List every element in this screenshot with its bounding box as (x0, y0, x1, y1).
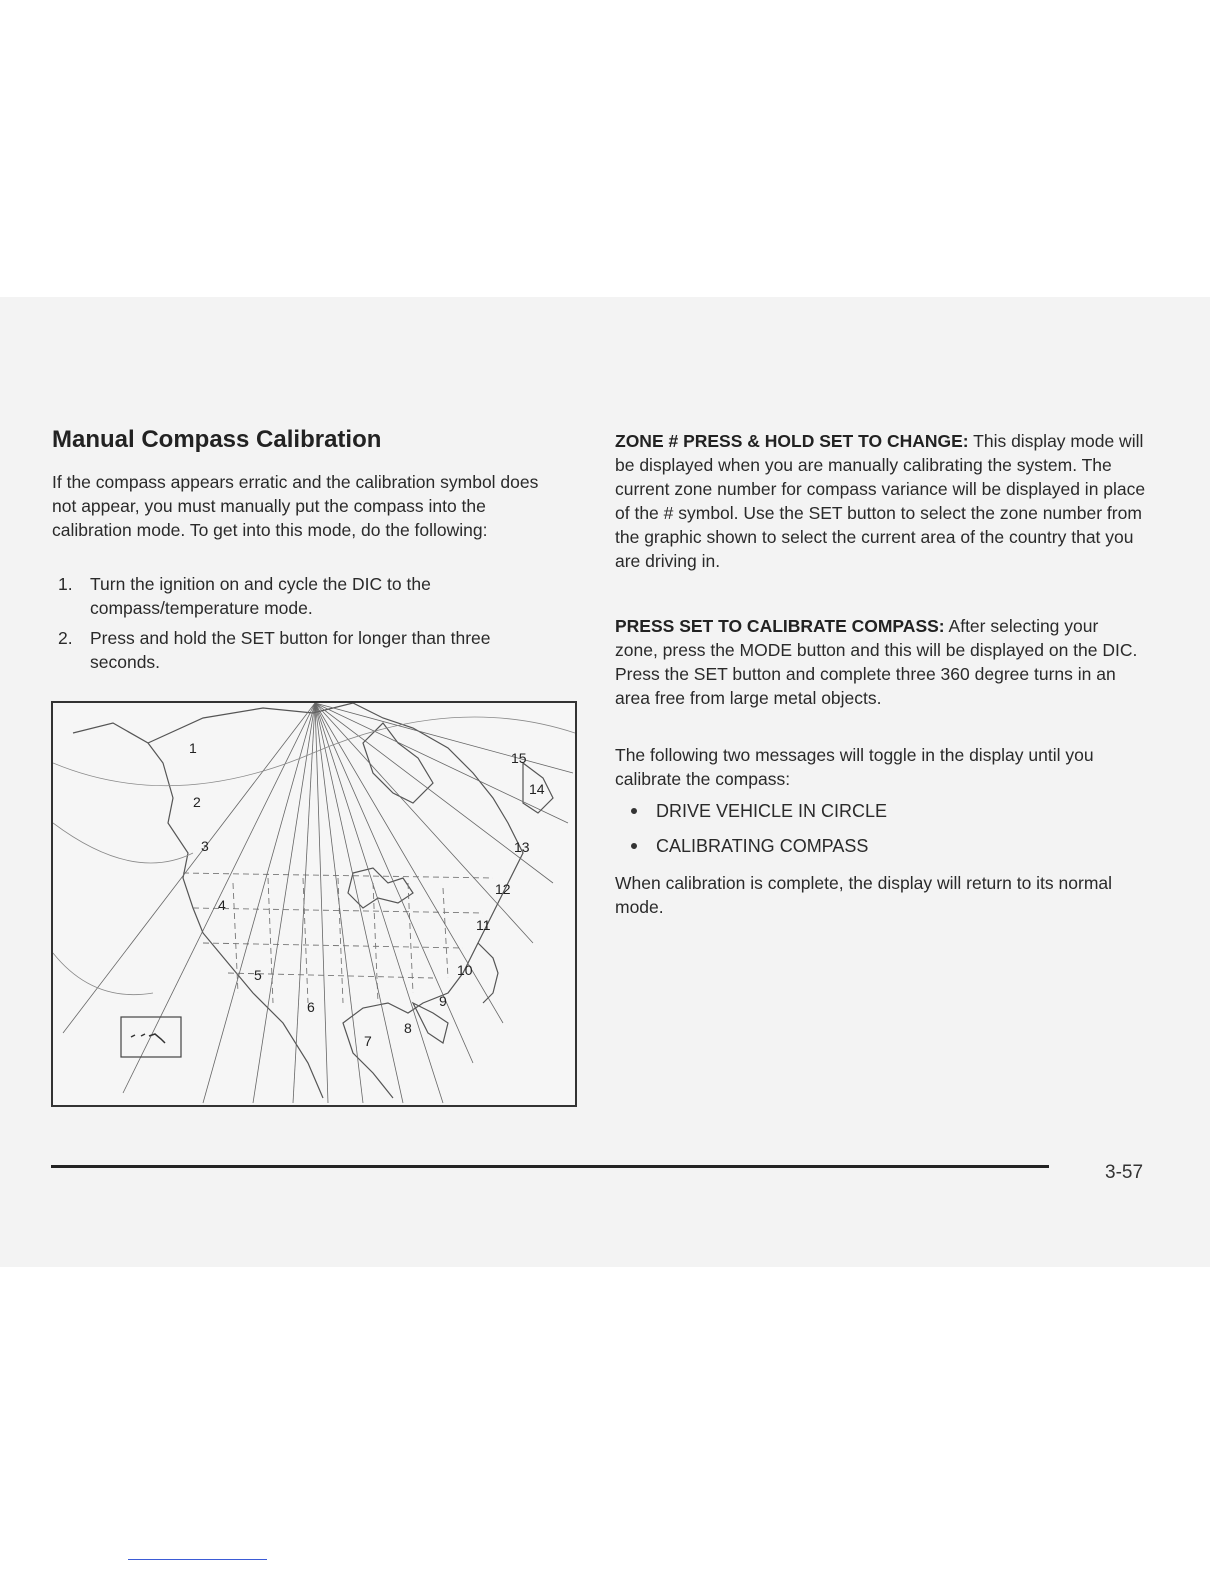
zone-label: 7 (364, 1033, 372, 1049)
zone-label: 5 (254, 967, 262, 983)
step-item (58, 572, 528, 620)
zone-label: 13 (514, 839, 530, 855)
zone-label: 6 (307, 999, 315, 1015)
zone-label: 2 (193, 794, 201, 810)
calibrate-section-paragraph (615, 614, 1145, 710)
display-message-text: CALIBRATING COMPASS (656, 836, 869, 856)
zone-label: 12 (495, 881, 511, 897)
bullet-icon (631, 808, 637, 814)
footer-rule (51, 1165, 1049, 1168)
zone-label: 9 (439, 993, 447, 1009)
zone-section-paragraph (615, 429, 1155, 573)
zone-label: 14 (529, 781, 545, 797)
zone-label: 10 (457, 962, 473, 978)
bullet-icon (631, 843, 637, 849)
step-item (58, 626, 528, 674)
page-number: 3-57 (1105, 1162, 1144, 1183)
north-america-zone-map (53, 703, 575, 1105)
section-title: Manual Compass Calibration (52, 426, 382, 453)
zone-label: 11 (476, 917, 491, 933)
zone-section-heading: ZONE # PRESS & HOLD SET TO CHANGE: (615, 431, 969, 451)
step-number: 1. (58, 574, 73, 594)
link-underline (128, 1559, 267, 1560)
zone-label: 8 (404, 1020, 412, 1036)
display-messages-list (628, 799, 887, 869)
zone-arcs (53, 717, 575, 995)
intro-paragraph: If the compass appears erratic and the calibration symbol does not appear, you must manually put the compass into the calibration mode. To get into this mode, do the following: (52, 472, 539, 540)
compass-zone-map (51, 701, 577, 1107)
display-message-item (628, 799, 887, 823)
zone-label: 15 (511, 750, 527, 766)
step-text: Press and hold the SET button for longer than three seconds. (90, 628, 491, 672)
steps-list (58, 572, 528, 680)
coastline-outline (73, 703, 553, 1098)
toggle-intro: The following two messages will toggle in the display until you calibrate the compass: (615, 745, 1094, 789)
calibrate-section-body: After selecting your zone, press the MODE button and this will be displayed on the DIC. Press the SET button and complete three 360 degree turns in an area free from large metal objects. (615, 616, 1138, 708)
step-number: 2. (58, 628, 73, 648)
calibrate-section-heading: PRESS SET TO CALIBRATE COMPASS: (615, 616, 945, 636)
zone-label: 4 (218, 897, 226, 913)
completion-paragraph: When calibration is complete, the display will return to its normal mode. (615, 873, 1113, 917)
step-text: Turn the ignition on and cycle the DIC to the compass/temperature mode. (90, 574, 431, 618)
isogonic-lines (63, 703, 573, 1103)
zone-label: 3 (201, 838, 209, 854)
display-message-text: DRIVE VEHICLE IN CIRCLE (656, 801, 888, 821)
zone-label: 1 (189, 740, 197, 756)
zone-section-body: This display mode will be displayed when you are manually calibrating the system. The current zone number for compass variance will be displayed in place of the # symbol. Use the SET button to select the zone number from the graphic shown to select the current area of the country that you are driving in. (615, 431, 1146, 571)
display-message-item (628, 834, 887, 858)
